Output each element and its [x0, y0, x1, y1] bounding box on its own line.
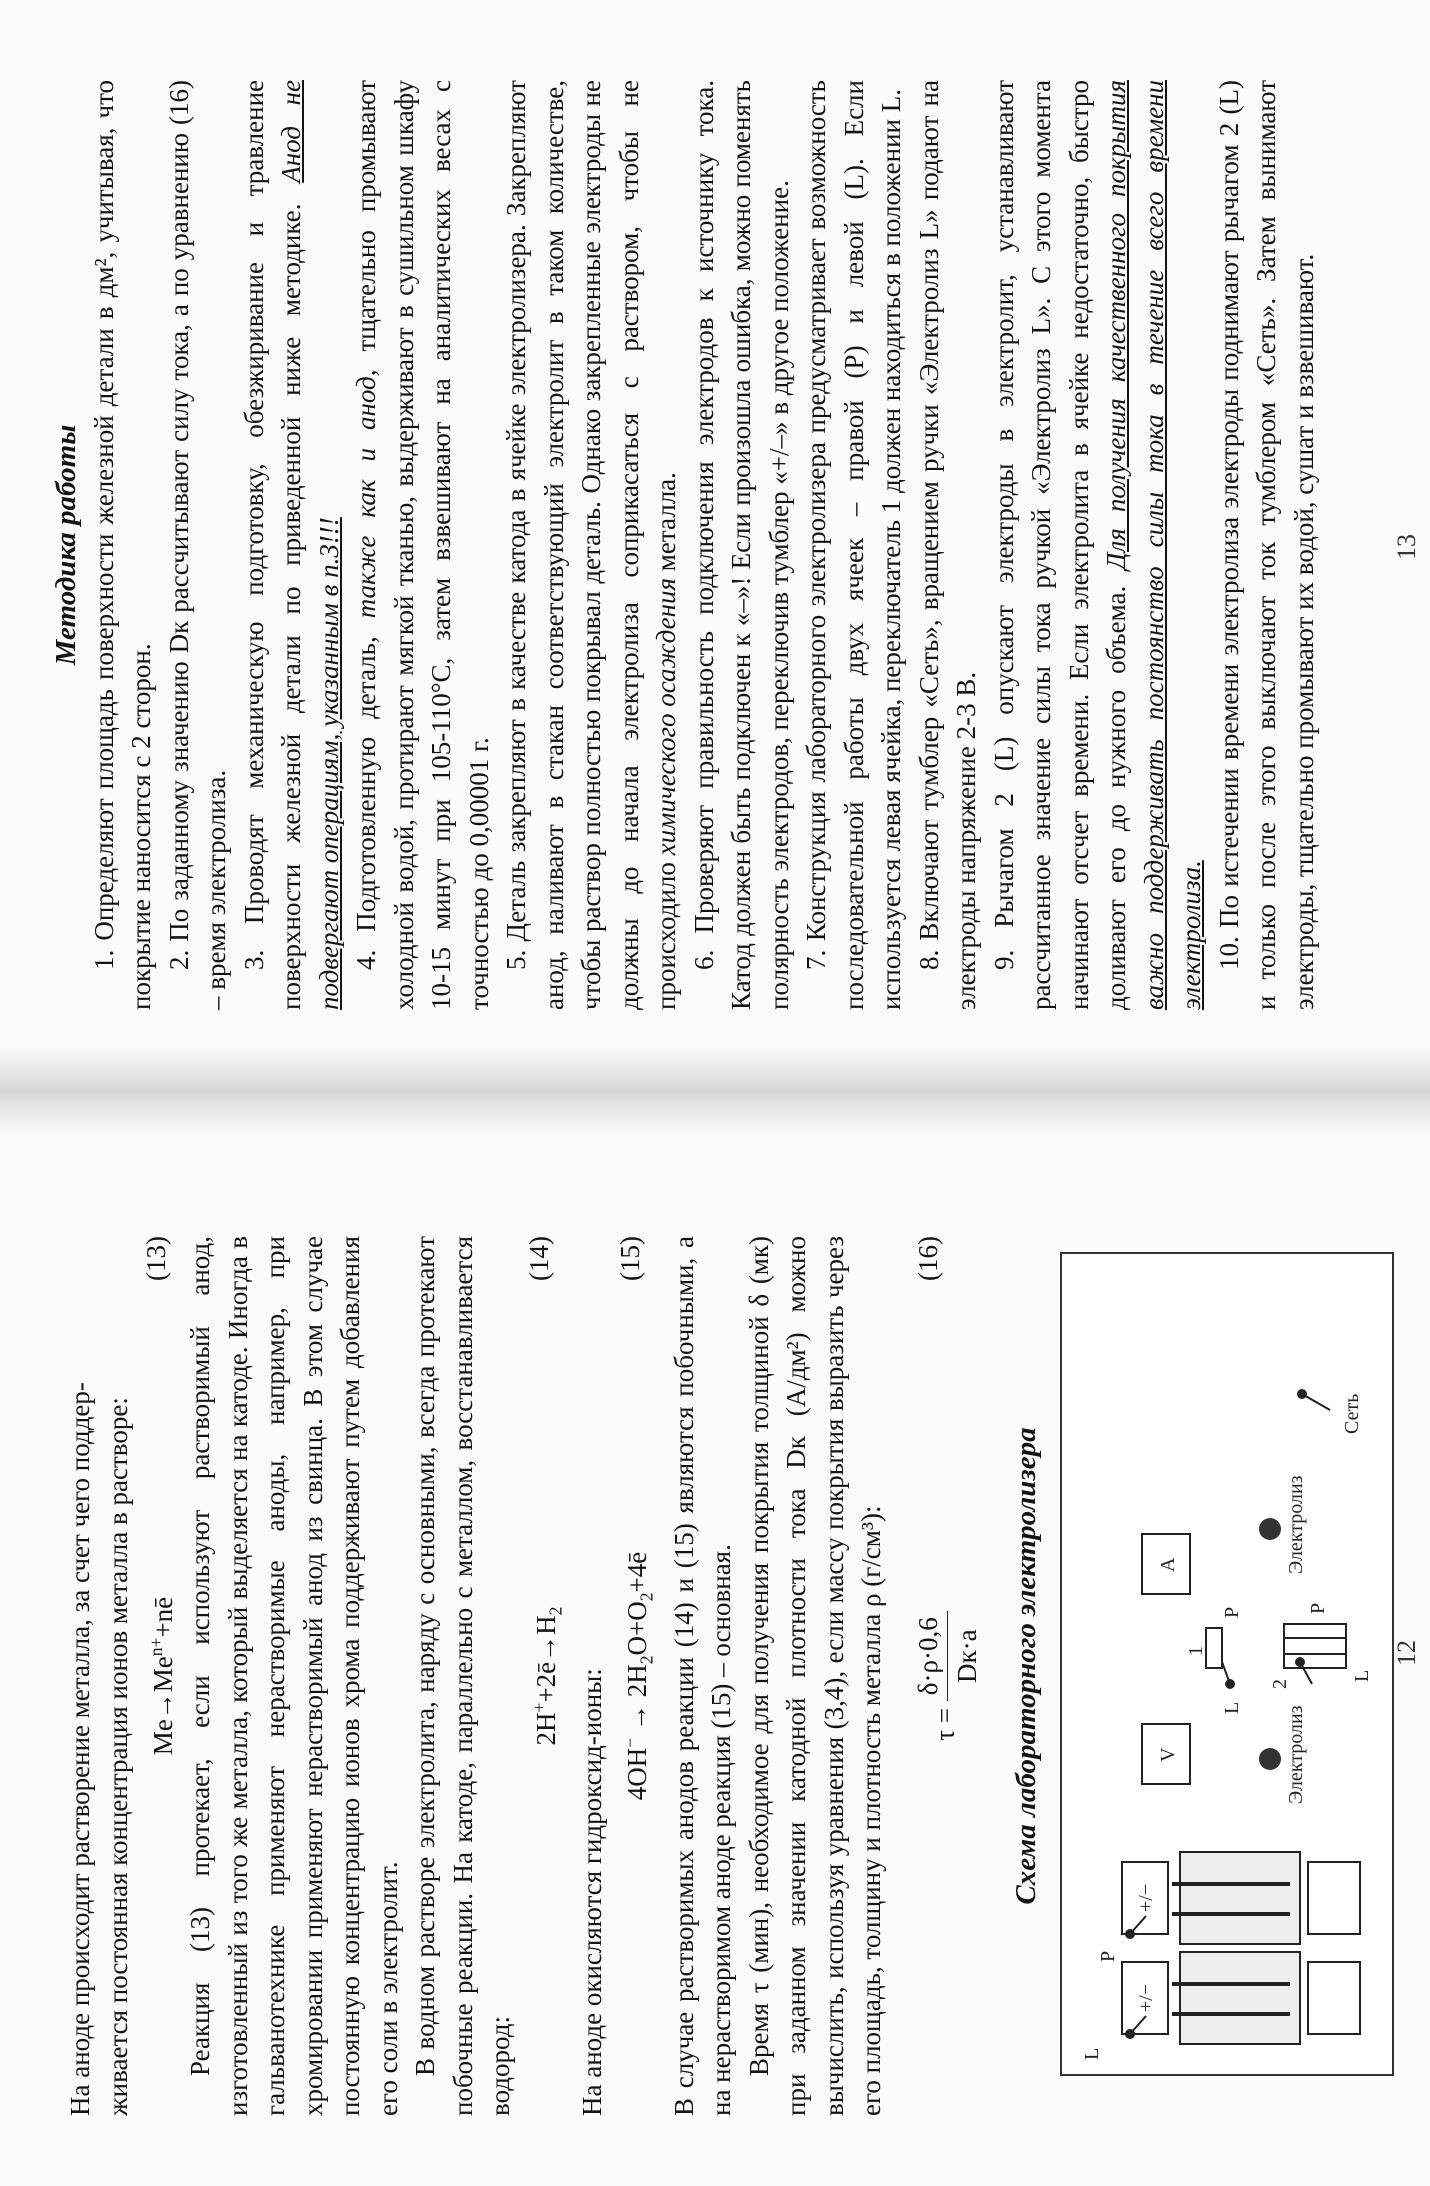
lever-2-l-label: L — [1351, 1669, 1373, 1682]
ammeter-label: A — [1157, 1557, 1179, 1572]
switch-1-p-label: P — [1221, 1606, 1243, 1618]
left-text-block — [62, 1236, 986, 2116]
cell-left-stand — [1308, 1962, 1360, 2034]
right-text-block — [48, 80, 1323, 1010]
electrolyzer-schematic — [1062, 1254, 1392, 2074]
cell-right-stand — [1308, 1862, 1360, 1934]
electrolyzer-diagram — [1060, 1252, 1394, 2076]
item-1: 1. Определяют площадь поверхности железной детали в дм², учитывая, что покрытие наносится с 2 сторон. — [88, 79, 156, 1010]
intro-line-1: На аноде происходит растворение металла, за счет чего поддер- — [65, 1382, 95, 2116]
intro-line-2: живается постоянная концентрация ионов металла в растворе: — [102, 1397, 133, 2116]
item-10: 10. По истечении времени электролиза электроды поднимают рычагом 2 (L) и только после этого выключают ток тумблером «Сеть». Затем вынимают электроды, тщательно промывают их водой, сушат и взвешивают. — [1213, 79, 1319, 1010]
equation-number: (16) — [912, 1236, 943, 1281]
item-4: 4. Подготовленную деталь, также как и анод, тщательно промывают холодной водой, протирают мягкой тканью, выдерживают в сушильном шкафу 10-15 минут при 105-110°С, затем взвешивают на аналитических весах с точностью до 0,00001 г. — [351, 80, 494, 1010]
cell-right-beaker — [1180, 1852, 1300, 1944]
mains-switch-lever — [1302, 1394, 1330, 1410]
electrolysis-knob-left — [1259, 1748, 1281, 1770]
item-9-note: Для получения качественного покрытия важно поддерживать постоянство силы тока в течение всего времени электролиза. — [1101, 80, 1206, 1010]
equation-number: (15) — [615, 1236, 646, 1281]
item-5: 5. Деталь закрепляют в качестве катода в ячейке электролизера. Закрепляют анод, наливают в стакан соответствующий электролит в таком количестве, чтобы раствор полностью покрывал деталь. Однако закрепленные электроды не должны до начала электролиза соприкасаться с раствором, чтобы не происходило химического осаждения металла. — [501, 80, 681, 1010]
voltmeter-label: V — [1157, 1747, 1179, 1762]
switch-1-label: 1 — [1185, 1646, 1207, 1656]
label-l: L — [1081, 2047, 1103, 2060]
equation-15: $4OH^- \to 2H_2O+O_2+4ē$ (15) — [611, 1236, 665, 2116]
page-number-left: 12 — [1392, 1640, 1421, 1666]
item-7: 7. Конструкция лабораторного электролизера предусматривает возможность последовательной работы двух ячеек – правой (Р) и левой (L). Если используется левая ячейка, переключатель 1 должен находиться в положении L. — [801, 79, 906, 1010]
cell-left-beaker — [1180, 1952, 1300, 2044]
polarity-label-left: +/− — [1135, 1983, 1157, 2012]
item-3-warning: Анод не подвергают операциям, указанным в п.3!!! — [276, 80, 344, 1010]
switch-1-body — [1206, 1628, 1222, 1668]
diagram-title: Схема лабораторного электролизера — [1010, 1427, 1042, 1905]
numerator: δ·ρ·0,6 — [909, 1611, 948, 1701]
lever-2-label: 2 — [1269, 1679, 1291, 1689]
paragraph-reaction: Реакция (13) протекает, если используют растворимый анод, изготовленный из того же металла, который выделяется на катоде. Иногда в гальванотехнике применяют нерастворимые аноды, например, при хромировании применяют нерастворимый анод из свинца. В этом случае постоянную концентрацию ионов хрома поддерживают путем добавления его соли в электролит. — [185, 1236, 403, 2116]
equation-number: (14) — [523, 1236, 554, 1281]
mains-label: Сеть — [1341, 1393, 1363, 1434]
left-page — [0, 1106, 1430, 2186]
paragraph-time: Время τ (мин), необходимое для получения покрытия толщиной δ (мк) при заданном значении катодной плотности тока Dк (А/дм²) можно вычислить, используя уравнения (3,4), если массу покрытия выразить через его площадь, толщину и плотность металла ρ (г/см³): — [743, 1236, 887, 2116]
polarity-label-right: +/− — [1135, 1883, 1157, 1912]
label-p: P — [1097, 1950, 1119, 1962]
equation-16: τ = δ·ρ·0,6 Dк·a (16) — [909, 1236, 986, 2116]
right-page — [0, 0, 1430, 1080]
item-2: 2. По заданному значению Dк рассчитывают силу тока, а по уравнению (16) – время электролиза. — [163, 80, 231, 1010]
lever-2-p-label: P — [1307, 1602, 1329, 1614]
item-3: 3. Проводят механическую подготовку, обезжиривание и травление поверхности железной детали по приведенной ниже методике. Анод не подвергают операциям, указанным в п.3!!! — [238, 79, 344, 1010]
equation-number: (13) — [141, 1236, 171, 1281]
lever-2-body — [1284, 1624, 1346, 1668]
equation-14: $2H^++2ē\to H_2$ (14) — [520, 1236, 574, 2116]
paragraph-side-reactions: В водном растворе электролита, наряду с основными, всегда протекают побочные реакции. На катоде, параллельно с металлом, восстанавливается водород: — [410, 1236, 515, 2116]
section-heading: Методика работы — [50, 424, 82, 666]
item-6: 6. Проверяют правильность подключения электродов к источнику тока. Катод должен быть подключен к «–»! Если произошла ошибка, можно поменять полярность электродов, переключив тумблер «+/–» в другое положение. — [688, 80, 794, 1010]
page-number-right: 13 — [1392, 534, 1421, 560]
denominator: Dк·a — [951, 1629, 982, 1684]
switch-1-l-label: L — [1221, 1701, 1243, 1714]
item-9: 9. Рычагом 2 (L) опускают электроды в электролит, устанавливают рассчитанное значение силы тока ручкой «Электролиз L». С этого момента начинают отсчет времени. Если электролита в ячейке недостаточно, быстро доливают его до нужного объема. Для получения качественного покрытия важно поддерживать постоянство силы тока в течение всего времени электролиза. — [988, 79, 1206, 1010]
fraction — [909, 1611, 986, 1701]
knob-right-label: Электролиз — [1285, 1475, 1307, 1574]
anode-line: На аноде окисляются гидроксид-ионы: — [576, 1668, 607, 2116]
electrolysis-knob-right — [1259, 1518, 1281, 1540]
paragraph-soluble-anodes: В случае растворимых анодов реакции (14) и (15) являются побочными, а на нерастворимом аноде реакция (15) – основная. — [668, 1236, 737, 2116]
knob-left-label: Электролиз — [1285, 1705, 1307, 1804]
item-8: 8. Включают тумблер «Сеть», вращением ручки «Электролиз L» подают на электроды напряжение 2-3 В. — [913, 80, 981, 1010]
equation-13: $Me\to Me^{n+}+nē$ (13) — [137, 1236, 182, 2116]
